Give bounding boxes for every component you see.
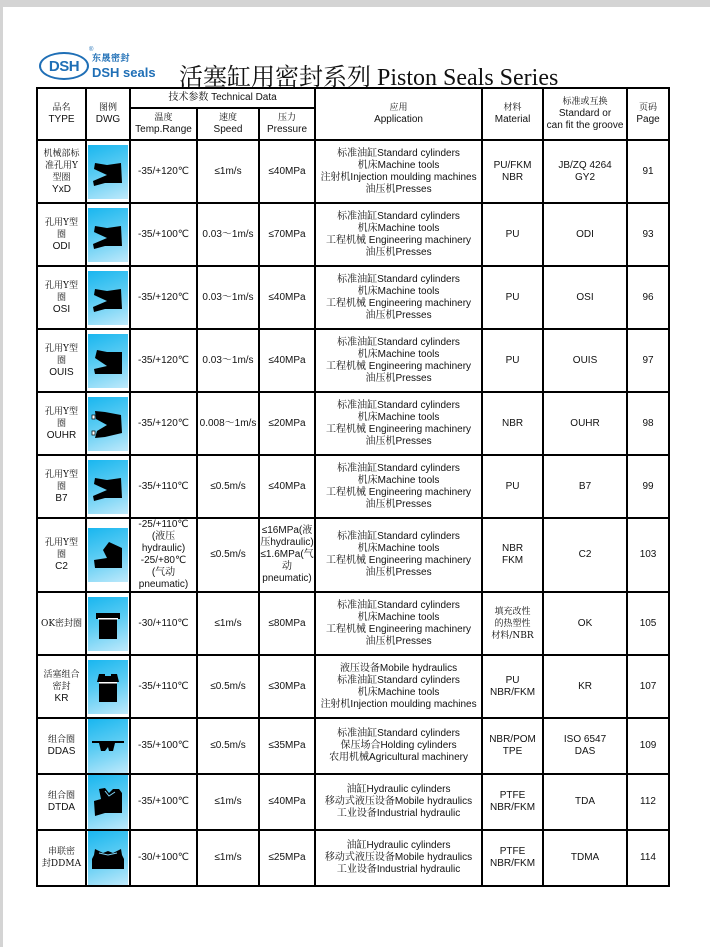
- application-cell: [315, 140, 482, 203]
- application-line: 油压机Presses: [365, 567, 432, 578]
- application-cell: [315, 203, 482, 266]
- speed-cell: 0.03～1m/s: [197, 266, 259, 329]
- application-cell: [315, 830, 482, 886]
- table-row: [37, 455, 669, 518]
- material-cell: NBR/POM TPE: [482, 718, 543, 774]
- application-cell: [315, 592, 482, 655]
- standard-cell: TDMA: [543, 830, 627, 886]
- temp-range-cell: -35/+120℃: [130, 266, 197, 329]
- standard-cell: JB/ZQ 4264 GY2: [543, 140, 627, 203]
- pressure-cell: ≤40MPa: [259, 266, 315, 329]
- y-seal-profile-icon: [91, 218, 125, 252]
- application-cell: [315, 266, 482, 329]
- type-cell: 孔用Y型 圈 OUHR: [37, 392, 86, 455]
- type-cell: 孔用Y型 圈 C2: [37, 518, 86, 592]
- material-cell: PU: [482, 203, 543, 266]
- col-application-header: 应用 Application: [315, 88, 482, 140]
- application-line: 农用机械Agricultural machinery: [329, 752, 468, 763]
- logo-en: DSH seals: [92, 65, 156, 80]
- speed-cell: ≤0.5m/s: [197, 455, 259, 518]
- drawing-cell: [86, 718, 130, 774]
- type-cell: 孔用Y型 圈 ODI: [37, 203, 86, 266]
- speed-cell: ≤1m/s: [197, 140, 259, 203]
- page-number-cell: 96: [627, 266, 669, 329]
- seal-drawing: [88, 271, 128, 325]
- application-cell: [315, 329, 482, 392]
- y-seal-profile-icon: [91, 470, 125, 504]
- page-number-cell: 99: [627, 455, 669, 518]
- application-line: 油压机Presses: [365, 309, 432, 321]
- application-line: 机床Machine tools: [357, 222, 440, 234]
- table-row: [37, 774, 669, 830]
- standard-cell: OUIS: [543, 329, 627, 392]
- application-line: 油压机Presses: [365, 498, 432, 510]
- material-cell: PU NBR/FKM: [482, 655, 543, 718]
- application-cell: [315, 518, 482, 592]
- application-line: 移动式液压设备Mobile hydraulics: [324, 796, 473, 807]
- table-row: [37, 329, 669, 392]
- application-line: 工程机械 Engineering machinery: [326, 555, 472, 566]
- pressure-cell: ≤40MPa: [259, 140, 315, 203]
- material-cell: NBR: [482, 392, 543, 455]
- logo-cn: 东晟密封: [92, 54, 131, 64]
- page-number-cell: 112: [627, 774, 669, 830]
- seal-drawing: [88, 397, 128, 451]
- standard-cell: ISO 6547 DAS: [543, 718, 627, 774]
- seal-drawing: [88, 660, 128, 714]
- speed-cell: 0.03～1m/s: [197, 329, 259, 392]
- application-line: 标准油缸Standard cylinders: [337, 674, 460, 686]
- kr-seal-profile-icon: [91, 670, 125, 704]
- application-line: 油缸Hydraulic cylinders: [346, 784, 451, 795]
- material-cell: PU: [482, 266, 543, 329]
- pressure-cell: ≤40MPa: [259, 329, 315, 392]
- y-seal-profile-icon: [91, 155, 125, 189]
- application-line: 保压场合Holding cylinders: [340, 740, 457, 751]
- application-line: 油压机Presses: [365, 635, 432, 647]
- col-page-header: 页码 Page: [627, 88, 669, 140]
- seal-drawing: [88, 334, 128, 388]
- table-row: [37, 518, 669, 592]
- pressure-cell: ≤16MPa(液 压hydraulic) ≤1.6MPa(气 动pneumatic): [259, 518, 315, 592]
- seal-drawing: [88, 528, 128, 582]
- seal-drawing: [88, 460, 128, 514]
- application-line: 标准油缸Standard cylinders: [337, 147, 460, 159]
- table-row: [37, 140, 669, 203]
- type-cell: 孔用Y型 圈 OUIS: [37, 329, 86, 392]
- temp-range-cell: -25/+110℃ (液压hydraulic) -25/+80℃ (气动pneumatic): [130, 518, 197, 592]
- pressure-cell: ≤40MPa: [259, 774, 315, 830]
- speed-cell: ≤1m/s: [197, 592, 259, 655]
- standard-cell: OSI: [543, 266, 627, 329]
- page-number-cell: 109: [627, 718, 669, 774]
- col-dwg-header: 图例 DWG: [86, 88, 130, 140]
- type-cell: 串联密 封DDMA: [37, 830, 86, 886]
- application-line: 工程机械 Engineering machinery: [326, 486, 472, 498]
- pressure-cell: ≤35MPa: [259, 718, 315, 774]
- application-line: 工程机械 Engineering machinery: [326, 360, 472, 372]
- temp-range-cell: -35/+110℃: [130, 455, 197, 518]
- speed-cell: 0.008～1m/s: [197, 392, 259, 455]
- table-row: [37, 592, 669, 655]
- table-row: [37, 266, 669, 329]
- type-cell: 孔用Y型 圈 B7: [37, 455, 86, 518]
- application-line: 标准油缸Standard cylinders: [337, 336, 460, 348]
- table-row: [37, 655, 669, 718]
- standard-cell: TDA: [543, 774, 627, 830]
- application-line: 机床Machine tools: [357, 474, 440, 486]
- type-cell: 孔用Y型 圈 OSI: [37, 266, 86, 329]
- standard-cell: KR: [543, 655, 627, 718]
- type-cell: 组合圈 DDAS: [37, 718, 86, 774]
- material-cell: PU: [482, 455, 543, 518]
- logo-badge: DSH: [39, 52, 89, 80]
- application-line: 机床Machine tools: [357, 348, 440, 360]
- page-number-cell: 98: [627, 392, 669, 455]
- application-line: 工程机械 Engineering machinery: [326, 297, 472, 309]
- application-line: 机床Machine tools: [357, 611, 440, 623]
- pressure-cell: ≤40MPa: [259, 455, 315, 518]
- standard-cell: OUHR: [543, 392, 627, 455]
- application-line: 工程机械 Engineering machinery: [326, 423, 472, 435]
- application-line: 标准油缸Standard cylinders: [337, 273, 460, 285]
- seal-drawing: [88, 831, 128, 885]
- temp-range-cell: -35/+120℃: [130, 329, 197, 392]
- temp-range-cell: -35/+100℃: [130, 774, 197, 830]
- c2-seal-profile-icon: [91, 538, 125, 572]
- material-cell: PU/FKM NBR: [482, 140, 543, 203]
- application-line: 注射机Injection moulding machines: [320, 171, 477, 183]
- application-cell: [315, 455, 482, 518]
- application-line: 标准油缸Standard cylinders: [337, 462, 460, 474]
- standard-cell: ODI: [543, 203, 627, 266]
- temp-range-cell: -30/+100℃: [130, 830, 197, 886]
- table-row: [37, 830, 669, 886]
- ddas-seal-profile-icon: [91, 729, 125, 763]
- temp-range-cell: -35/+120℃: [130, 140, 197, 203]
- application-line: 标准油缸Standard cylinders: [337, 728, 460, 739]
- application-line: 油压机Presses: [365, 183, 432, 195]
- table-row: [37, 203, 669, 266]
- application-cell: [315, 392, 482, 455]
- pressure-cell: ≤80MPa: [259, 592, 315, 655]
- standard-cell: B7: [543, 455, 627, 518]
- drawing-cell: [86, 140, 130, 203]
- material-cell: PU: [482, 329, 543, 392]
- dsh-logo: [39, 49, 156, 83]
- application-cell: [315, 774, 482, 830]
- seal-drawing: [88, 208, 128, 262]
- application-line: 工程机械 Engineering machinery: [326, 234, 472, 246]
- registered-mark: ®: [89, 47, 94, 53]
- col-pressure-header: 压力 Pressure: [259, 108, 315, 140]
- standard-cell: OK: [543, 592, 627, 655]
- drawing-cell: [86, 392, 130, 455]
- drawing-cell: [86, 455, 130, 518]
- application-line: 油缸Hydraulic cylinders: [346, 840, 451, 851]
- drawing-cell: [86, 329, 130, 392]
- ok-seal-profile-icon: [91, 607, 125, 641]
- application-line: 油压机Presses: [365, 372, 432, 384]
- page-number-cell: 97: [627, 329, 669, 392]
- type-cell: 机械部标 准孔用Y 型圈 YxD: [37, 140, 86, 203]
- drawing-cell: [86, 830, 130, 886]
- material-cell: PTFE NBR/FKM: [482, 774, 543, 830]
- page-number-cell: 105: [627, 592, 669, 655]
- temp-range-cell: -35/+100℃: [130, 718, 197, 774]
- page-number-cell: 93: [627, 203, 669, 266]
- type-cell: OK密封圈: [37, 592, 86, 655]
- application-line: 标准油缸Standard cylinders: [337, 210, 460, 222]
- seal-drawing: [88, 719, 128, 773]
- pressure-cell: ≤30MPa: [259, 655, 315, 718]
- temp-range-cell: -35/+120℃: [130, 392, 197, 455]
- seal-drawing: [88, 145, 128, 199]
- application-line: 机床Machine tools: [357, 411, 440, 423]
- application-line: 工业设备Industrial hydraulic: [336, 808, 461, 819]
- type-cell: 组合圈 DTDA: [37, 774, 86, 830]
- seal-drawing: [88, 775, 128, 829]
- material-cell: PTFE NBR/FKM: [482, 830, 543, 886]
- application-line: 油压机Presses: [365, 435, 432, 447]
- application-line: 标准油缸Standard cylinders: [337, 531, 460, 542]
- application-line: 注射机Injection moulding machines: [320, 698, 477, 710]
- pressure-cell: ≤25MPa: [259, 830, 315, 886]
- application-line: 油压机Presses: [365, 246, 432, 258]
- drawing-cell: [86, 518, 130, 592]
- table-row: [37, 392, 669, 455]
- piston-seals-table: [36, 87, 670, 887]
- speed-cell: ≤1m/s: [197, 774, 259, 830]
- speed-cell: ≤0.5m/s: [197, 518, 259, 592]
- application-line: 工程机械 Engineering machinery: [326, 623, 472, 635]
- ouhr-seal-profile-icon: [91, 407, 125, 441]
- type-cell: 活塞组合 密封 KR: [37, 655, 86, 718]
- dtda-seal-profile-icon: [91, 785, 125, 819]
- standard-cell: C2: [543, 518, 627, 592]
- speed-cell: 0.03～1m/s: [197, 203, 259, 266]
- application-line: 液压设备Mobile hydraulics: [339, 662, 458, 674]
- col-material-header: 材料 Material: [482, 88, 543, 140]
- page-number-cell: 91: [627, 140, 669, 203]
- application-line: 机床Machine tools: [357, 285, 440, 297]
- speed-cell: ≤0.5m/s: [197, 718, 259, 774]
- col-temp-header: 温度 Temp.Range: [130, 108, 197, 140]
- page-number-cell: 103: [627, 518, 669, 592]
- application-line: 机床Machine tools: [357, 159, 440, 171]
- page-number-cell: 107: [627, 655, 669, 718]
- application-line: 机床Machine tools: [357, 686, 440, 698]
- col-speed-header: 速度 Speed: [197, 108, 259, 140]
- col-technical-header: 技术参数 Technical Data: [130, 88, 315, 108]
- application-line: 标准油缸Standard cylinders: [337, 599, 460, 611]
- ouis-seal-profile-icon: [91, 344, 125, 378]
- temp-range-cell: -35/+100℃: [130, 203, 197, 266]
- temp-range-cell: -35/+110℃: [130, 655, 197, 718]
- drawing-cell: [86, 774, 130, 830]
- material-cell: 填充改性 的热塑性 材料/NBR: [482, 592, 543, 655]
- page-number-cell: 114: [627, 830, 669, 886]
- drawing-cell: [86, 266, 130, 329]
- page-title: 活塞缸用密封系列 Piston Seals Series: [179, 65, 559, 91]
- table-row: [37, 718, 669, 774]
- seal-drawing: [88, 597, 128, 651]
- pressure-cell: ≤70MPa: [259, 203, 315, 266]
- application-line: 移动式液压设备Mobile hydraulics: [324, 852, 473, 863]
- pressure-cell: ≤20MPa: [259, 392, 315, 455]
- drawing-cell: [86, 655, 130, 718]
- speed-cell: ≤0.5m/s: [197, 655, 259, 718]
- drawing-cell: [86, 203, 130, 266]
- application-line: 机床Machine tools: [357, 543, 440, 554]
- speed-cell: ≤1m/s: [197, 830, 259, 886]
- col-type-header: 品名 TYPE: [37, 88, 86, 140]
- col-standard-header: 标准或互换 Standard or can fit the groove: [543, 88, 627, 140]
- drawing-cell: [86, 592, 130, 655]
- y-seal-profile-icon: [91, 281, 125, 315]
- application-cell: [315, 718, 482, 774]
- material-cell: NBR FKM: [482, 518, 543, 592]
- application-line: 标准油缸Standard cylinders: [337, 399, 460, 411]
- ddma-seal-profile-icon: [91, 841, 125, 875]
- application-cell: [315, 655, 482, 718]
- temp-range-cell: -30/+110℃: [130, 592, 197, 655]
- application-line: 工业设备Industrial hydraulic: [336, 864, 461, 875]
